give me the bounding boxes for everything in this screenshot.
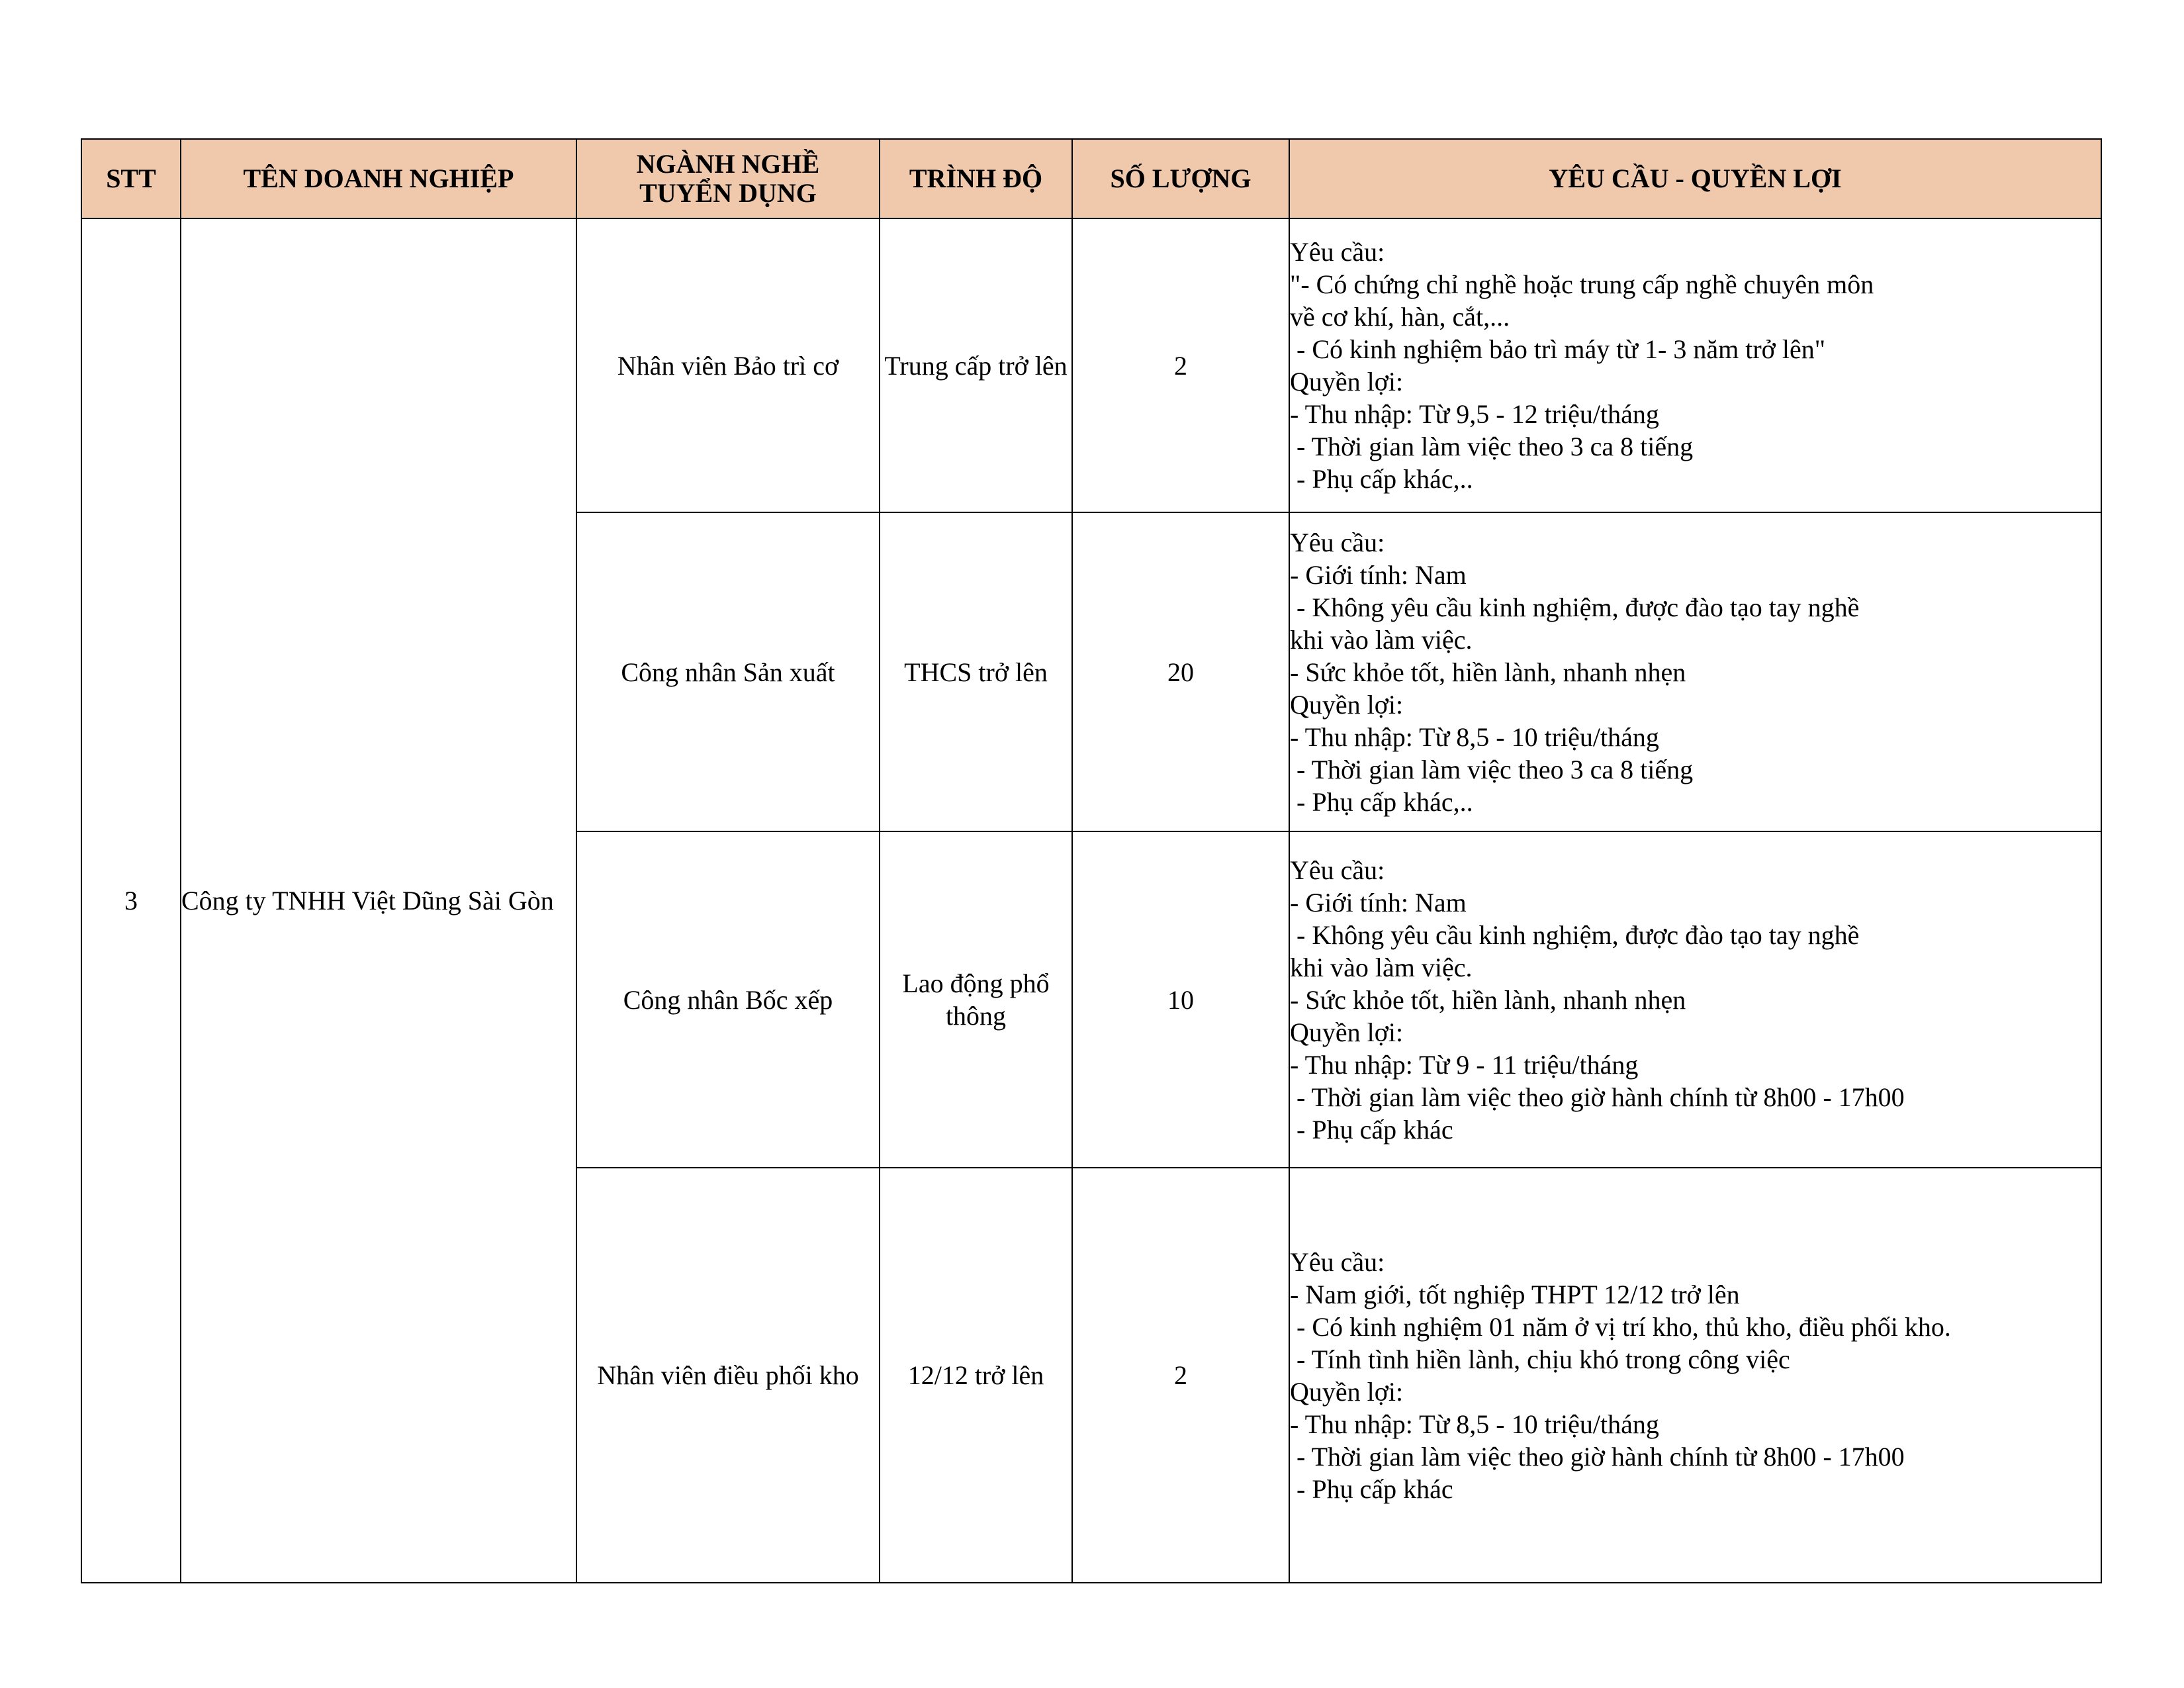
education-cell: 12/12 trở lên (880, 1168, 1072, 1583)
education-cell: Trung cấp trở lên (880, 218, 1072, 512)
quantity-cell: 2 (1072, 218, 1289, 512)
quantity-cell: 20 (1072, 512, 1289, 831)
details-cell: Yêu cầu: - Nam giới, tốt nghiệp THPT 12/12 trở lên - Có kinh nghiệm 01 năm ở vị trí kho, thủ kho, điều phối kho. - Tính tình hiền lành, chịu khó trong công việc Quyền lợi: - Thu nhập: Từ 8,5 - 10 triệu/tháng - Thời gian làm việc theo giờ hành chính từ 8h00 - 17h00 - Phụ cấp khác (1289, 1168, 2101, 1583)
position-cell: Công nhân Bốc xếp (576, 831, 880, 1168)
header-education: TRÌNH ĐỘ (880, 139, 1072, 218)
details-cell: Yêu cầu: - Giới tính: Nam - Không yêu cầu kinh nghiệm, được đào tạo tay nghề khi vào làm việc. - Sức khỏe tốt, hiền lành, nhanh nhẹn Quyền lợi: - Thu nhập: Từ 9 - 11 triệu/tháng - Thời gian làm việc theo giờ hành chính từ 8h00 - 17h00 - Phụ cấp khác (1289, 831, 2101, 1168)
recruitment-table (81, 138, 2102, 1583)
position-cell: Nhân viên Bảo trì cơ (576, 218, 880, 512)
education-cell: Lao động phổ thông (880, 831, 1072, 1168)
stt-cell: 3 (81, 218, 181, 1583)
header-details: YÊU CẦU - QUYỀN LỢI (1289, 139, 2101, 218)
table-body (81, 218, 2101, 1583)
position-cell: Công nhân Sản xuất (576, 512, 880, 831)
header-position (576, 139, 880, 218)
details-cell: Yêu cầu: "- Có chứng chỉ nghề hoặc trung cấp nghề chuyên môn về cơ khí, hàn, cắt,... - Có kinh nghiệm bảo trì máy từ 1- 3 năm trở lên" Quyền lợi: - Thu nhập: Từ 9,5 - 12 triệu/tháng - Thời gian làm việc theo 3 ca 8 tiếng - Phụ cấp khác,.. (1289, 218, 2101, 512)
table-header (81, 139, 2101, 218)
header-position-line2: TUYỂN DỤNG (639, 178, 817, 208)
quantity-cell: 10 (1072, 831, 1289, 1168)
quantity-cell: 2 (1072, 1168, 1289, 1583)
header-row (81, 139, 2101, 218)
header-stt: STT (81, 139, 181, 218)
details-cell: Yêu cầu: - Giới tính: Nam - Không yêu cầu kinh nghiệm, được đào tạo tay nghề khi vào làm việc. - Sức khỏe tốt, hiền lành, nhanh nhẹn Quyền lợi: - Thu nhập: Từ 8,5 - 10 triệu/tháng - Thời gian làm việc theo 3 ca 8 tiếng - Phụ cấp khác,.. (1289, 512, 2101, 831)
position-cell: Nhân viên điều phối kho (576, 1168, 880, 1583)
header-company: TÊN DOANH NGHIỆP (181, 139, 576, 218)
header-quantity: SỐ LƯỢNG (1072, 139, 1289, 218)
table-row (81, 218, 2101, 512)
company-cell: Công ty TNHH Việt Dũng Sài Gòn (181, 218, 576, 1583)
header-position-line1: NGÀNH NGHỀ (636, 149, 820, 179)
education-cell: THCS trở lên (880, 512, 1072, 831)
